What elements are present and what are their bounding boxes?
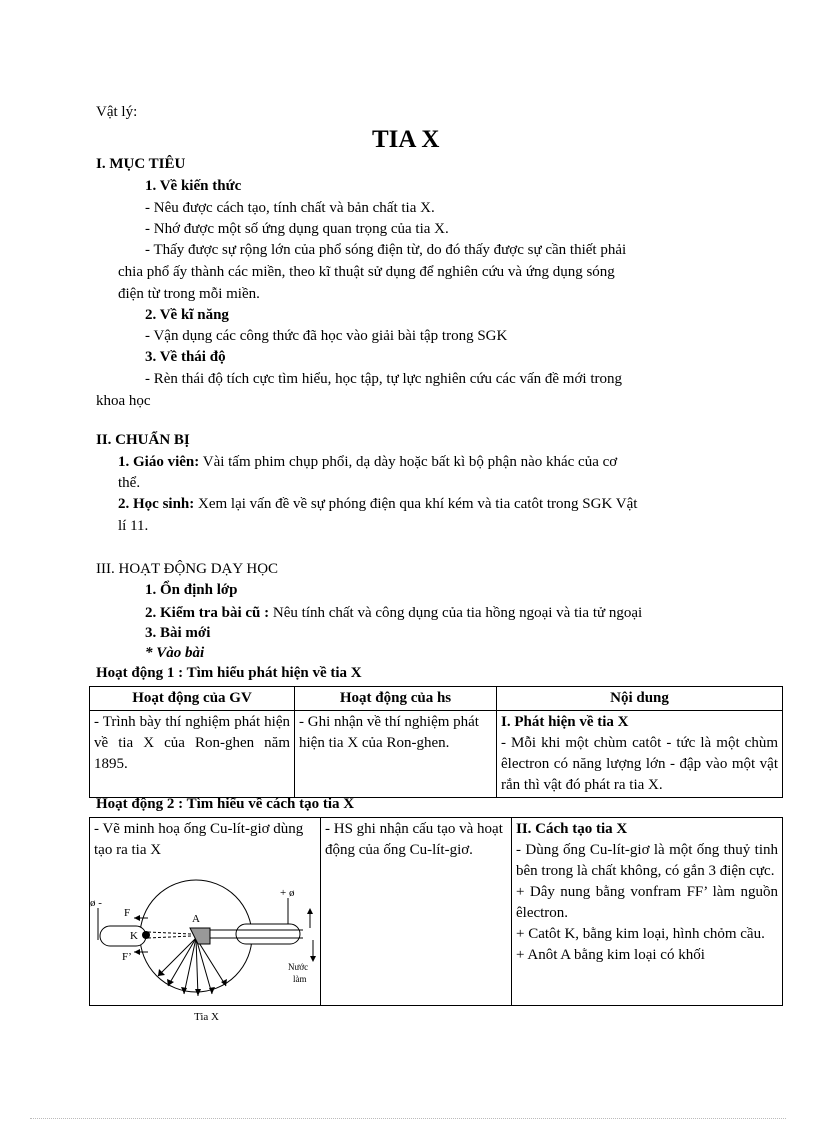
student-text-1: Xem lại vấn đề về sự phóng điện qua khí kém và tia catôt trong SGK Vật <box>198 496 638 512</box>
student-label: 2. Học sinh: <box>118 496 195 512</box>
knowledge-item-2: - Nhớ được một số ứng dụng quan trọng của tia X. <box>145 221 449 237</box>
cell-nd-text: - Mỗi khi một chùm catôt - tức là một chùm êlectron có năng lượng lớn - đập vào một vật rắn thì vật đó phát ra tia X. <box>501 735 778 793</box>
cell-nd <box>497 711 783 798</box>
cell-nd-p3: + Catôt K, bằng kim loại, hình chỏm cầu. <box>516 926 765 942</box>
activity-1-table <box>89 686 783 798</box>
activity-1-label: Hoạt động 1 <box>96 665 175 681</box>
label-water-2: làm <box>293 974 307 984</box>
label-k: K <box>130 930 138 942</box>
label-water-1: Nước <box>288 962 309 972</box>
activity-2-title: : Tìm hiểu về cách tạo tia X <box>174 796 355 812</box>
header-nd: Nội dung <box>497 687 783 711</box>
cell-hs: - Ghi nhận về thí nghiệm phát hiện tia X của Ron-ghen. <box>295 711 497 798</box>
cell-nd-title: II. Cách tạo tia X <box>516 821 628 837</box>
skills-item-1: - Vận dụng các công thức đã học vào giải bài tập trong SGK <box>145 328 508 344</box>
activity-2-heading <box>96 796 354 813</box>
teacher-text-2: thể. <box>118 475 141 491</box>
teacher-prep <box>118 454 617 471</box>
knowledge-item-3a: - Thấy được sự rộng lớn của phổ sóng điện từ, do đó thấy được sự cần thiết phải <box>145 242 627 258</box>
knowledge-title: 1. Về kiến thức <box>145 178 242 194</box>
step-2-label: 2. Kiểm tra bài cũ : <box>145 605 270 621</box>
anode-neck <box>236 924 300 944</box>
footer-divider <box>30 1118 786 1119</box>
section-2-heading: II. CHUẨN BỊ <box>96 432 190 448</box>
activity-1-title: : Tìm hiểu phát hiện về tia X <box>174 665 362 681</box>
cathode-k <box>142 931 150 939</box>
knowledge-item-1: - Nêu được cách tạo, tính chất và bản chất tia X. <box>145 200 435 216</box>
attitude-title: 3. Về thái độ <box>145 349 226 365</box>
cell-nd-p1: - Dùng ống Cu-lít-giơ là một ống thuỷ tinh bên trong là chất không, có gắn 3 điện cực. <box>516 842 778 879</box>
cell-hs: - HS ghi nhận cấu tạo và hoạt động của ống Cu-lít-giơ. <box>321 818 512 1006</box>
coolidge-tube-diagram <box>88 868 328 1028</box>
step-2 <box>145 605 642 622</box>
knowledge-item-3c: điện từ trong mỗi miền. <box>118 286 260 302</box>
label-plus: + ø <box>280 887 295 899</box>
label-a: A <box>192 913 200 925</box>
cathode-neck <box>100 926 146 946</box>
label-f: F <box>124 907 131 919</box>
cell-nd-title: I. Phát hiện về tia X <box>501 714 629 730</box>
step-3: 3. Bài mới <box>145 625 211 641</box>
header-gv: Hoạt động của GV <box>90 687 295 711</box>
step-1: 1. Ổn định lớp <box>145 582 238 598</box>
student-text-2: lí 11. <box>118 518 149 534</box>
step-4: * Vào bài <box>145 645 205 661</box>
header-hs: Hoạt động của hs <box>295 687 497 711</box>
attitude-item-1a: - Rèn thái độ tích cực tìm hiểu, học tập, tự lực nghiên cứu các vấn đề mới trong <box>145 371 622 387</box>
table-row <box>90 711 783 798</box>
section-3-heading: III. HOẠT ĐỘNG DẠY HỌC <box>96 561 279 577</box>
activity-1-heading <box>96 665 362 682</box>
section-1-heading: I. MỤC TIÊU <box>96 156 186 172</box>
label-f-prime: F’ <box>122 951 132 963</box>
subject-label: Vật lý: <box>96 104 138 120</box>
teacher-label: 1. Giáo viên: <box>118 454 200 470</box>
step-2-text: Nêu tính chất và công dụng của tia hồng ngoại và tia tử ngoại <box>272 605 643 621</box>
label-minus: ø - <box>90 897 102 909</box>
attitude-item-1b: khoa học <box>96 393 151 409</box>
cell-nd <box>512 818 783 1006</box>
label-tia-x: Tia X <box>194 1011 219 1023</box>
cell-gv: - Trình bày thí nghiệm phát hiện về tia X của Ron-ghen năm 1895. <box>90 711 295 798</box>
table-header-row <box>90 687 783 711</box>
page-title: TIA X <box>372 126 440 153</box>
cell-nd-p4: + Anôt A bằng kim loại có khối <box>516 947 705 963</box>
skills-title: 2. Về kĩ năng <box>145 307 229 323</box>
activity-2-label: Hoạt động 2 <box>96 796 175 812</box>
cell-gv-text: - Vẽ minh hoạ ống Cu-lít-giơ dùng tạo ra tia X <box>94 821 304 858</box>
student-prep <box>118 496 637 513</box>
cell-nd-p2: + Dây nung bằng vonfram FF’ làm nguồn êlectron. <box>516 884 778 921</box>
teacher-text-1: Vài tấm phim chụp phổi, dạ dày hoặc bất kì bộ phận nào khác của cơ <box>202 454 618 470</box>
knowledge-item-3b: chia phổ ấy thành các miền, theo kĩ thuật sử dụng để nghiên cứu và ứng dụng sóng <box>118 264 615 280</box>
